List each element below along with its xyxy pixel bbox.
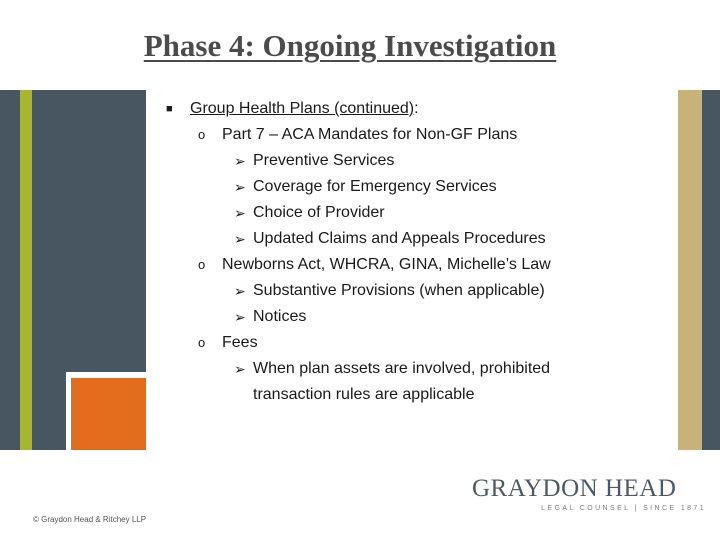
list-item: ➢ Preventive Services	[166, 150, 671, 176]
copyright-footer: © Graydon Head & Ritchey LLP	[33, 515, 147, 524]
right-tan-band	[678, 90, 702, 450]
logo-tagline: LEGAL COUNSEL | SINCE 1871	[541, 505, 706, 512]
list-item: o Part 7 – ACA Mandates for Non-GF Plans	[166, 124, 671, 150]
left-olive-stripe	[20, 90, 32, 450]
logo-wordmark: GRAYDON HEAD	[472, 475, 677, 502]
slide-title: Phase 4: Ongoing Investigation	[143, 28, 557, 63]
circle-bullet-icon: o	[198, 127, 206, 142]
arrow-bullet-icon: ➢	[234, 309, 246, 325]
list-item: o Newborns Act, WHCRA, GINA, Michelle’s Law	[166, 254, 671, 280]
circle-bullet-icon: o	[198, 335, 206, 350]
arrow-bullet-icon: ➢	[234, 361, 246, 377]
square-bullet-icon: ■	[166, 103, 173, 115]
list-item: ➢ Substantive Provisions (when applicable)	[166, 280, 671, 306]
right-slate-band	[702, 90, 720, 450]
arrow-bullet-icon: ➢	[234, 283, 246, 299]
list-item: ■ Group Health Plans (continued):	[166, 98, 671, 124]
list-item: ➢ Coverage for Emergency Services	[166, 176, 671, 202]
list-item: ➢ Notices	[166, 306, 671, 332]
list-item: o Fees	[166, 332, 671, 358]
orange-accent-block	[71, 378, 146, 450]
list-item: ➢ Updated Claims and Appeals Procedures	[166, 228, 671, 254]
list-item: ➢ Choice of Provider	[166, 202, 671, 228]
arrow-bullet-icon: ➢	[234, 205, 246, 221]
section-heading: Group Health Plans (continued)	[190, 100, 415, 117]
list-item-continuation: transaction rules are applicable	[253, 386, 475, 403]
arrow-bullet-icon: ➢	[234, 231, 246, 247]
firm-logo	[472, 476, 712, 512]
list-item: ➢ When plan assets are involved, prohibited	[166, 358, 671, 384]
bullet-list	[166, 98, 671, 406]
arrow-bullet-icon: ➢	[234, 153, 246, 169]
circle-bullet-icon: o	[198, 257, 206, 272]
arrow-bullet-icon: ➢	[234, 179, 246, 195]
